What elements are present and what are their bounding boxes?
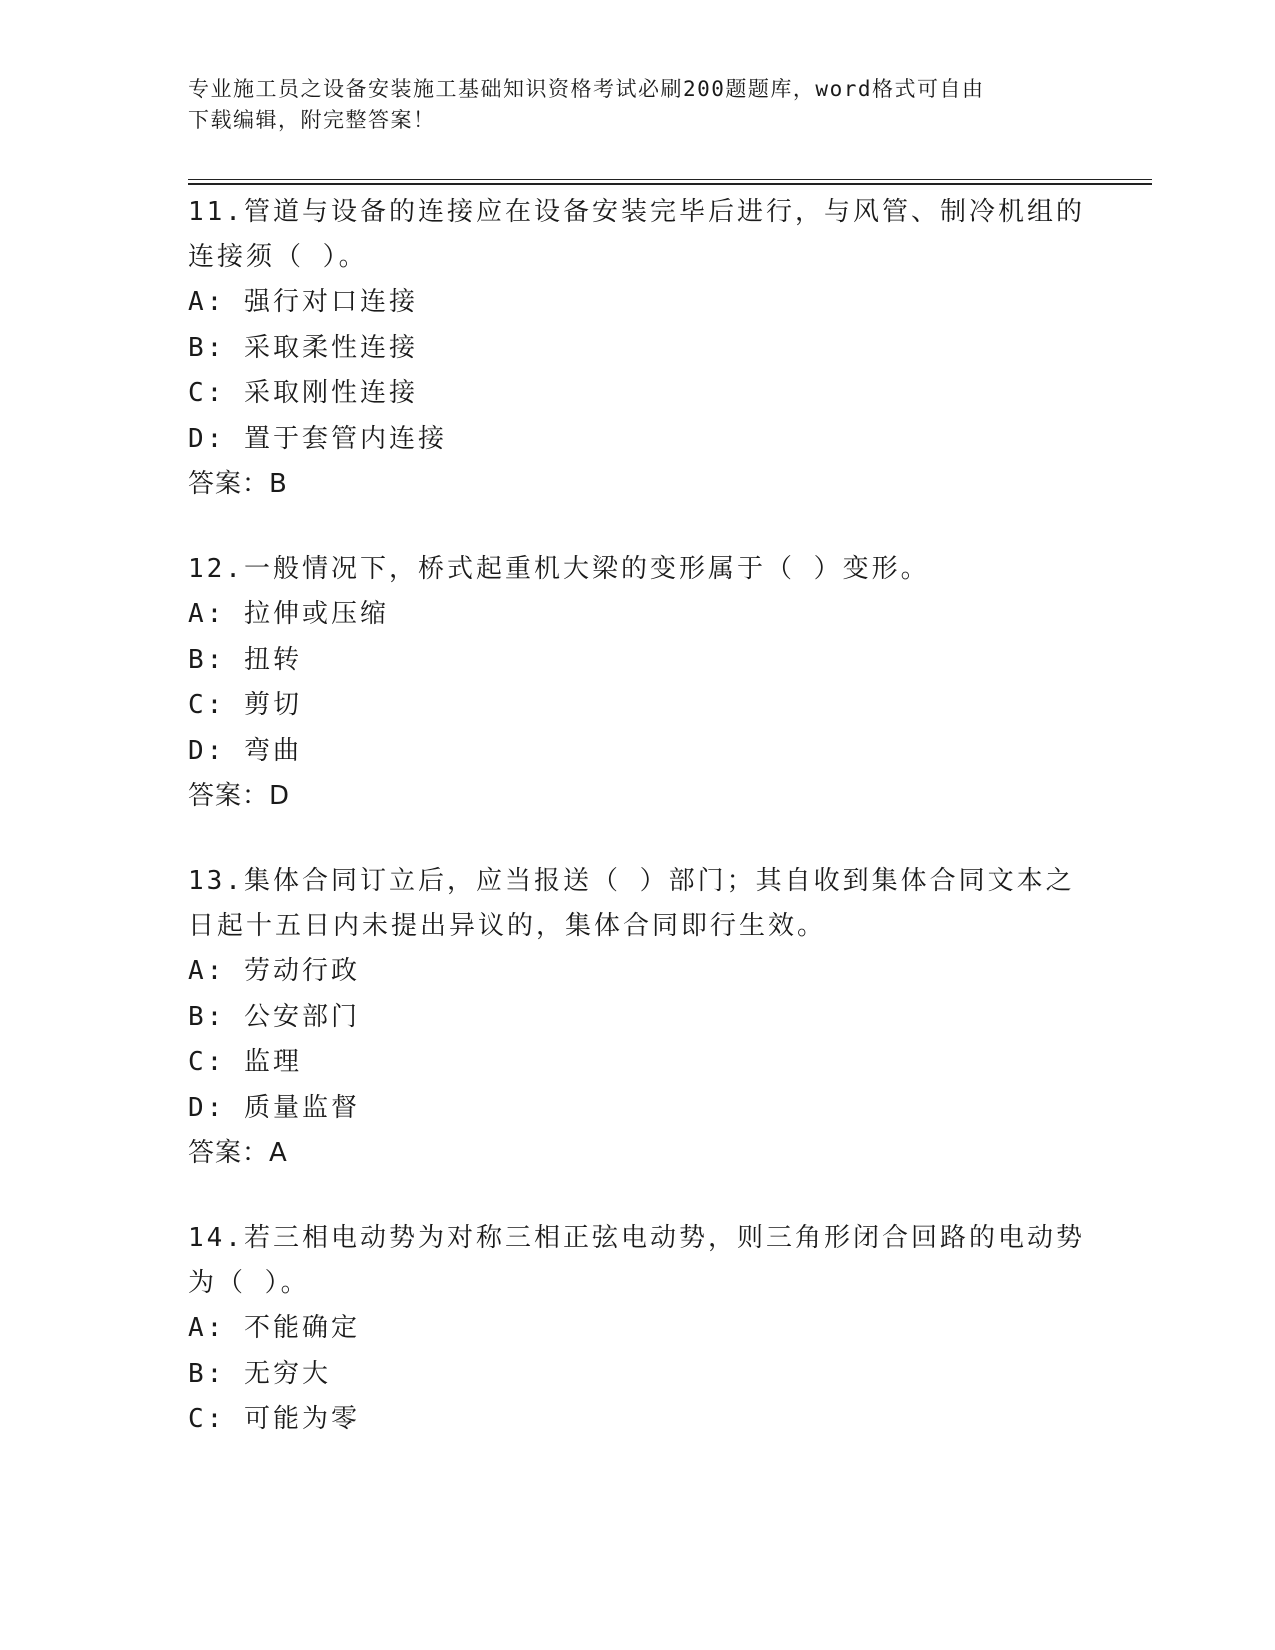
header-divider-thick <box>188 183 1152 185</box>
question-14 <box>188 1216 1088 1443</box>
option-c: C: 可能为零 <box>188 1404 360 1434</box>
option-a: A: 不能确定 <box>188 1313 360 1343</box>
question-11 <box>188 190 1088 507</box>
question-list <box>188 190 1088 1483</box>
option-b: B: 公安部门 <box>188 1001 360 1032</box>
option-b: B: 扭转 <box>188 644 302 675</box>
answer-label: 答案：A <box>188 1138 288 1168</box>
option-b: B: 无穷大 <box>188 1358 331 1389</box>
option-a: A: 强行对口连接 <box>188 287 418 317</box>
document-header <box>188 74 1068 136</box>
header-divider-thin <box>188 179 1152 180</box>
answer-label: 答案：B <box>188 469 288 499</box>
question-12 <box>188 547 1088 819</box>
question-stem: 14.若三相电动势为对称三相正弦电动势，则三角形闭合回路的电动势为（ ）。 <box>188 1223 1085 1298</box>
option-a: A: 拉伸或压缩 <box>188 599 389 629</box>
option-c: C: 监理 <box>188 1047 302 1077</box>
answer-label: 答案：D <box>188 781 291 811</box>
option-d: D: 弯曲 <box>188 735 302 766</box>
question-stem: 12.一般情况下，桥式起重机大梁的变形属于（ ）变形。 <box>188 554 930 584</box>
option-b: B: 采取柔性连接 <box>188 332 418 363</box>
option-c: C: 采取刚性连接 <box>188 378 418 408</box>
header-line-2: 下载编辑，附完整答案！ <box>188 108 436 132</box>
question-13 <box>188 859 1088 1176</box>
option-c: C: 剪切 <box>188 690 302 720</box>
header-line-1: 专业施工员之设备安装施工基础知识资格考试必刷200题题库，word格式可自由 <box>188 77 985 101</box>
question-stem: 13.集体合同订立后，应当报送（ ）部门；其自收到集体合同文本之日起十五日内未提出异议的，集体合同即行生效。 <box>188 866 1075 941</box>
option-d: D: 置于套管内连接 <box>188 423 447 454</box>
option-a: A: 劳动行政 <box>188 956 360 986</box>
option-d: D: 质量监督 <box>188 1092 360 1123</box>
question-stem: 11.管道与设备的连接应在设备安装完毕后进行，与风管、制冷机组的连接须（ ）。 <box>188 197 1085 272</box>
